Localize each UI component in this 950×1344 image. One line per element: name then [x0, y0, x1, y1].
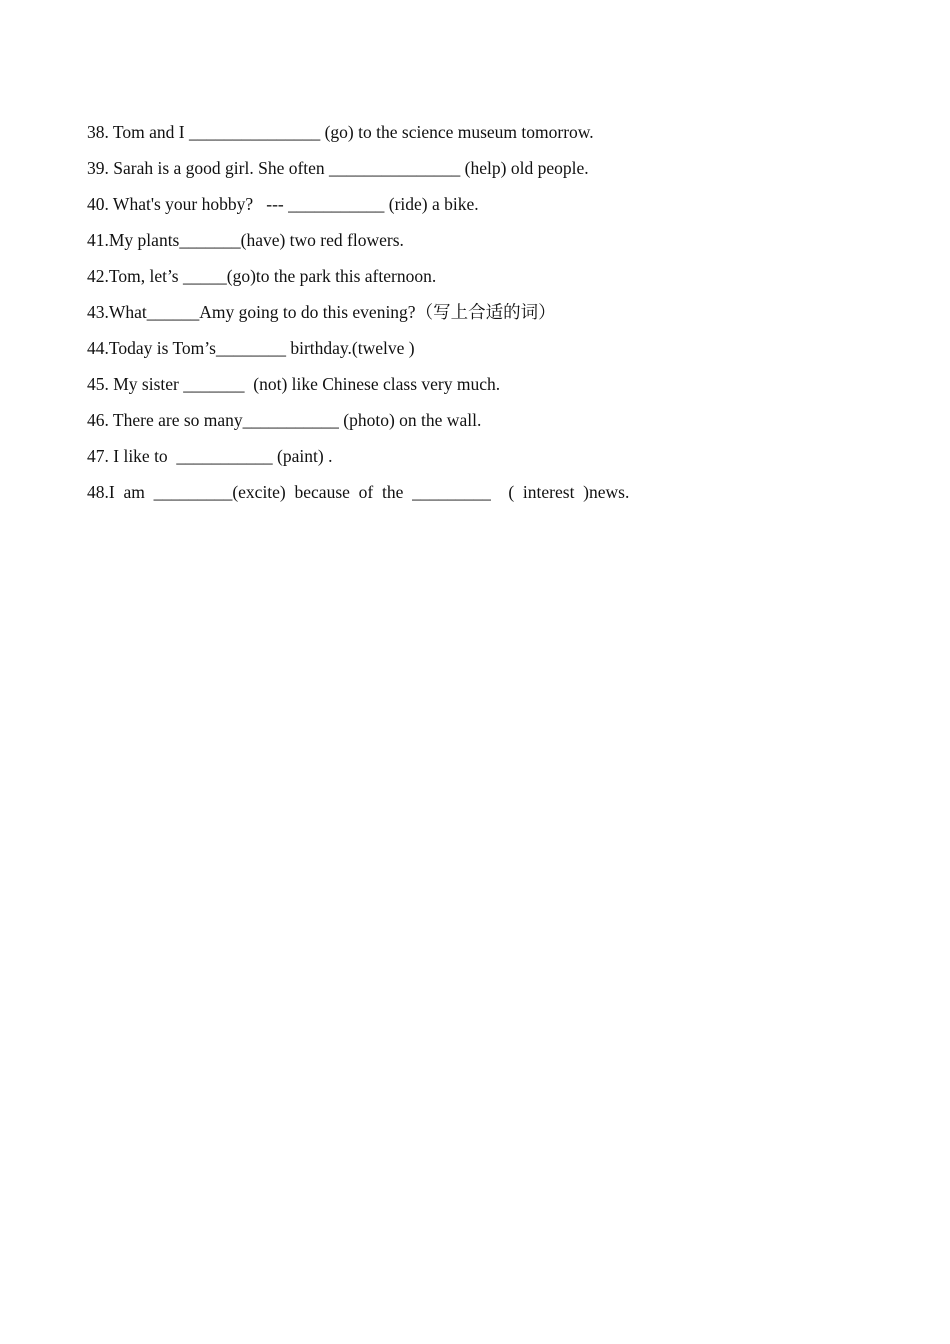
question-47: 47. I like to ___________ (paint) . — [87, 446, 333, 466]
question-38: 38. Tom and I _______________ (go) to the science museum tomorrow. — [87, 122, 594, 142]
question-48: 48.I am _________(excite) because of the _________ ( interest )news. — [87, 482, 630, 502]
question-39: 39. Sarah is a good girl. She often _______________ (help) old people. — [87, 158, 589, 178]
question-45: 45. My sister _______ (not) like Chinese class very much. — [87, 374, 501, 394]
question-46: 46. There are so many___________ (photo) on the wall. — [87, 410, 482, 430]
question-list — [87, 114, 907, 510]
question-44: 44.Today is Tom’s________ birthday.(twelve ) — [87, 338, 415, 358]
question-42: 42.Tom, let’s _____(go)to the park this afternoon. — [87, 266, 437, 286]
question-43: 43.What______Amy going to do this evening?（写上合适的词） — [87, 302, 556, 322]
question-40: 40. What's your hobby? --- ___________ (ride) a bike. — [87, 194, 479, 214]
question-41: 41.My plants_______(have) two red flowers. — [87, 230, 404, 250]
